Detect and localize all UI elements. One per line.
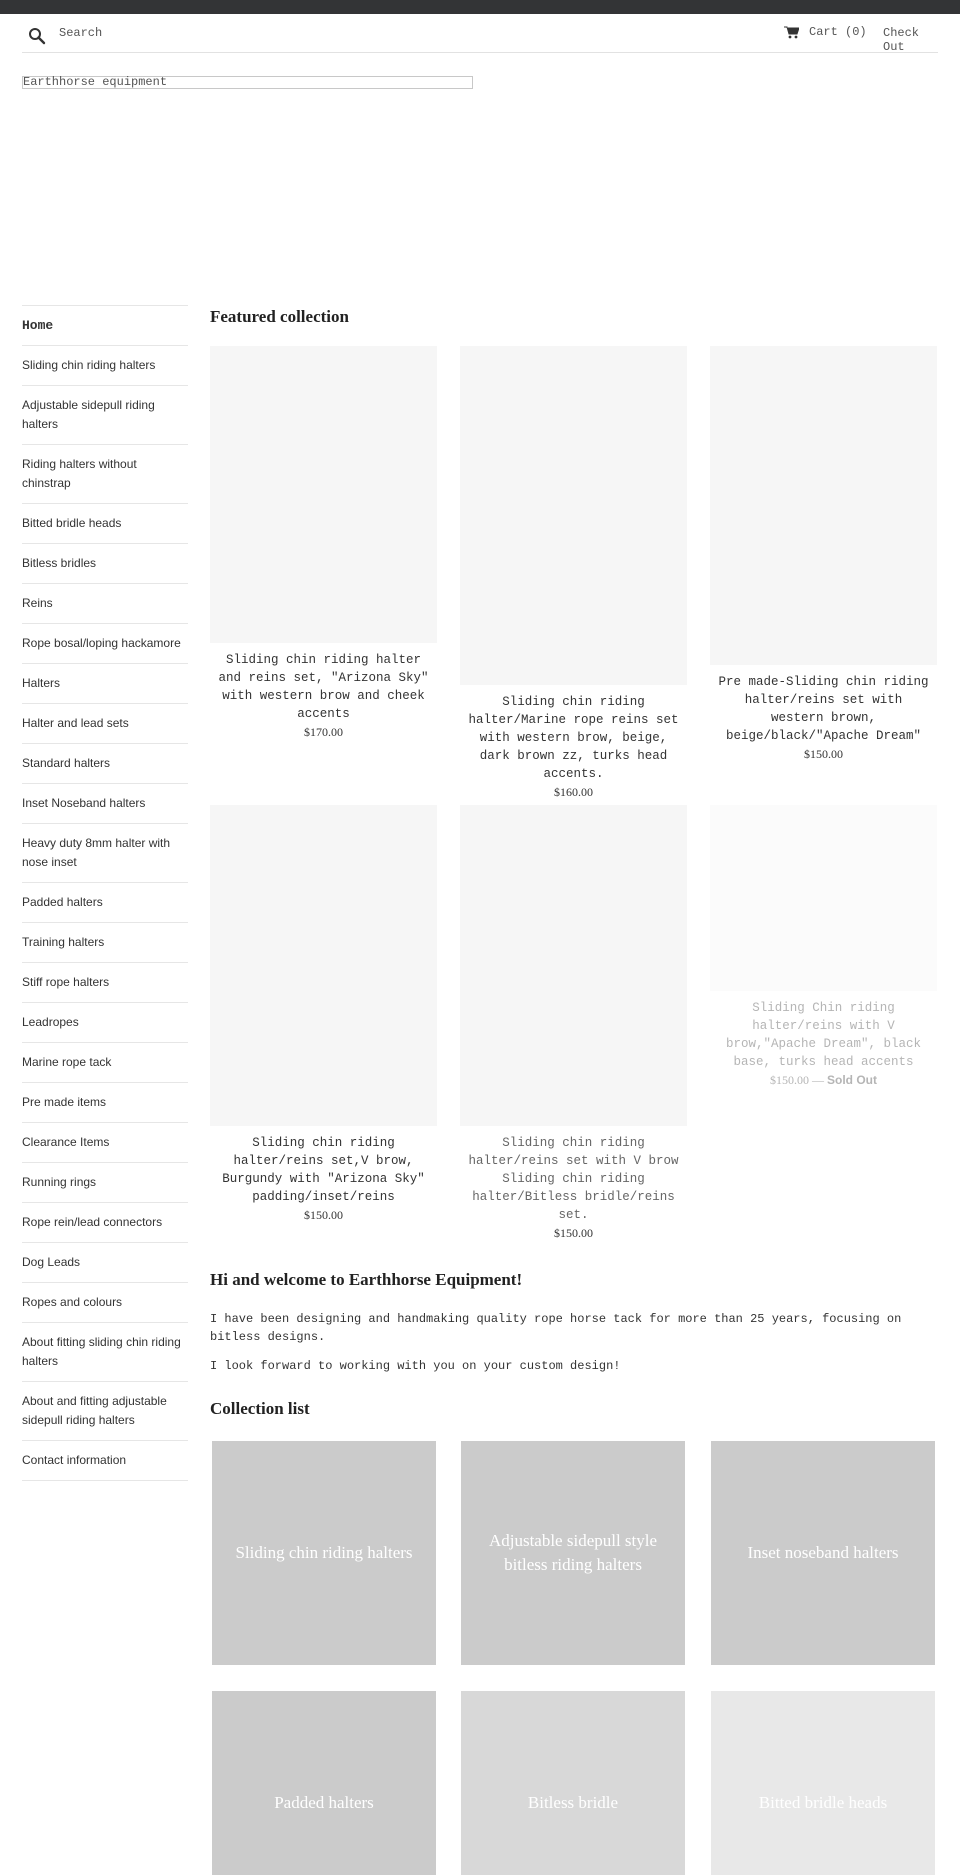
- sidebar-item-halter-lead-sets[interactable]: Halter and lead sets: [22, 704, 188, 744]
- cart-link[interactable]: [784, 25, 867, 39]
- sidebar-item-heavy-duty[interactable]: Heavy duty 8mm halter with nose inset: [22, 824, 188, 883]
- sidebar-nav: [22, 305, 188, 1481]
- sidebar-item-pre-made[interactable]: Pre made items: [22, 1083, 188, 1123]
- search-input[interactable]: Search: [59, 26, 103, 40]
- product-price: $150.00: [304, 1208, 343, 1222]
- collection-card-padded-halters[interactable]: Padded halters: [212, 1691, 436, 1875]
- cart-icon: [784, 26, 799, 39]
- sidebar-item-fitting-sidepull[interactable]: About and fitting adjustable sidepull riding halters: [22, 1382, 188, 1441]
- product-card[interactable]: [710, 346, 937, 763]
- sidebar-item-standard-halters[interactable]: Standard halters: [22, 744, 188, 784]
- product-image[interactable]: [460, 805, 687, 1126]
- sidebar-item-contact[interactable]: Contact information: [22, 1441, 188, 1481]
- product-card[interactable]: [710, 805, 937, 1089]
- product-card[interactable]: [460, 805, 687, 1242]
- checkout-link[interactable]: Check Out: [883, 26, 920, 54]
- site-header: [22, 14, 938, 53]
- sidebar-item-padded-halters[interactable]: Padded halters: [22, 883, 188, 923]
- welcome-paragraph-2: I look forward to working with you on your custom design!: [210, 1359, 621, 1373]
- product-image[interactable]: [210, 805, 437, 1126]
- sidebar-item-rope-bosal[interactable]: Rope bosal/loping hackamore: [22, 624, 188, 664]
- sidebar-item-stiff-rope[interactable]: Stiff rope halters: [22, 963, 188, 1003]
- product-name[interactable]: Sliding Chin riding halter/reins with V brow,"Apache Dream", black base, turks head accents: [725, 1001, 922, 1069]
- sidebar-item-reins[interactable]: Reins: [22, 584, 188, 624]
- collection-card-bitless-bridle[interactable]: Bitless bridle: [461, 1691, 685, 1875]
- sold-out-label: Sold Out: [827, 1073, 877, 1087]
- sidebar-item-training-halters[interactable]: Training halters: [22, 923, 188, 963]
- product-price: $170.00: [304, 725, 343, 739]
- sidebar-item-bitless-bridles[interactable]: Bitless bridles: [22, 544, 188, 584]
- product-card[interactable]: [460, 346, 687, 801]
- cart-label: Cart (0): [809, 25, 867, 39]
- product-name[interactable]: Sliding chin riding halter/Marine rope reins set with western brow, beige, dark brown zz, turks head accents.: [468, 695, 679, 781]
- sidebar-item-halters[interactable]: Halters: [22, 664, 188, 704]
- product-price: $160.00: [554, 785, 593, 799]
- product-card[interactable]: [210, 805, 437, 1224]
- collection-list-title: Collection list: [210, 1399, 310, 1418]
- site-logo[interactable]: Earthhorse equipment: [22, 76, 473, 89]
- sidebar-item-fitting-sliding-chin[interactable]: About fitting sliding chin riding halters: [22, 1323, 188, 1382]
- sidebar-item-marine-rope[interactable]: Marine rope tack: [22, 1043, 188, 1083]
- welcome-paragraph-1: I have been designing and handmaking quality rope horse tack for more than 25 years, focusing on bitless designs.: [210, 1312, 902, 1344]
- collection-card-bitted-bridle-heads[interactable]: Bitted bridle heads: [711, 1691, 935, 1875]
- product-name[interactable]: Sliding chin riding halter/reins set,V brow, Burgundy with "Arizona Sky" padding/inset/reins: [222, 1136, 425, 1204]
- collection-card-adjustable-sidepull[interactable]: Adjustable sidepull style bitless riding halters: [461, 1441, 685, 1665]
- sidebar-item-adjustable-sidepull[interactable]: Adjustable sidepull riding halters: [22, 386, 188, 445]
- product-card[interactable]: [210, 346, 437, 741]
- sidebar-item-home[interactable]: Home: [22, 306, 188, 346]
- collection-card-inset-noseband[interactable]: Inset noseband halters: [711, 1441, 935, 1665]
- sidebar-item-leadropes[interactable]: Leadropes: [22, 1003, 188, 1043]
- sidebar-item-dog-leads[interactable]: Dog Leads: [22, 1243, 188, 1283]
- product-name[interactable]: Sliding chin riding halter/reins set with V brow Sliding chin riding halter/Bitless bridle/reins set.: [468, 1136, 679, 1222]
- welcome-title: Hi and welcome to Earthhorse Equipment!: [210, 1270, 523, 1289]
- product-price: [710, 1071, 937, 1089]
- sidebar-item-ropes-colours[interactable]: Ropes and colours: [22, 1283, 188, 1323]
- product-image[interactable]: [710, 346, 937, 665]
- product-image[interactable]: [710, 805, 937, 991]
- product-price-value: $150.00 —: [770, 1073, 824, 1087]
- sidebar-item-connectors[interactable]: Rope rein/lead connectors: [22, 1203, 188, 1243]
- collection-card-sliding-chin[interactable]: Sliding chin riding halters: [212, 1441, 436, 1665]
- product-name[interactable]: Sliding chin riding halter and reins set, "Arizona Sky" with western brow and cheek accents: [218, 653, 429, 721]
- featured-collection-title: Featured collection: [210, 307, 349, 326]
- product-name[interactable]: Pre made-Sliding chin riding halter/reins set with western brown, beige/black/"Apache Dream": [718, 675, 929, 743]
- sidebar-item-running-rings[interactable]: Running rings: [22, 1163, 188, 1203]
- product-image[interactable]: [460, 346, 687, 685]
- product-price: $150.00: [804, 747, 843, 761]
- sidebar-item-bitted-bridle[interactable]: Bitted bridle heads: [22, 504, 188, 544]
- sidebar-item-sliding-chin[interactable]: Sliding chin riding halters: [22, 346, 188, 386]
- sidebar-item-clearance[interactable]: Clearance Items: [22, 1123, 188, 1163]
- product-price: $150.00: [554, 1226, 593, 1240]
- sidebar-item-inset-noseband[interactable]: Inset Noseband halters: [22, 784, 188, 824]
- search-icon[interactable]: [28, 27, 46, 45]
- product-image[interactable]: [210, 346, 437, 643]
- top-bar: [0, 0, 960, 14]
- sidebar-item-without-chinstrap[interactable]: Riding halters without chinstrap: [22, 445, 188, 504]
